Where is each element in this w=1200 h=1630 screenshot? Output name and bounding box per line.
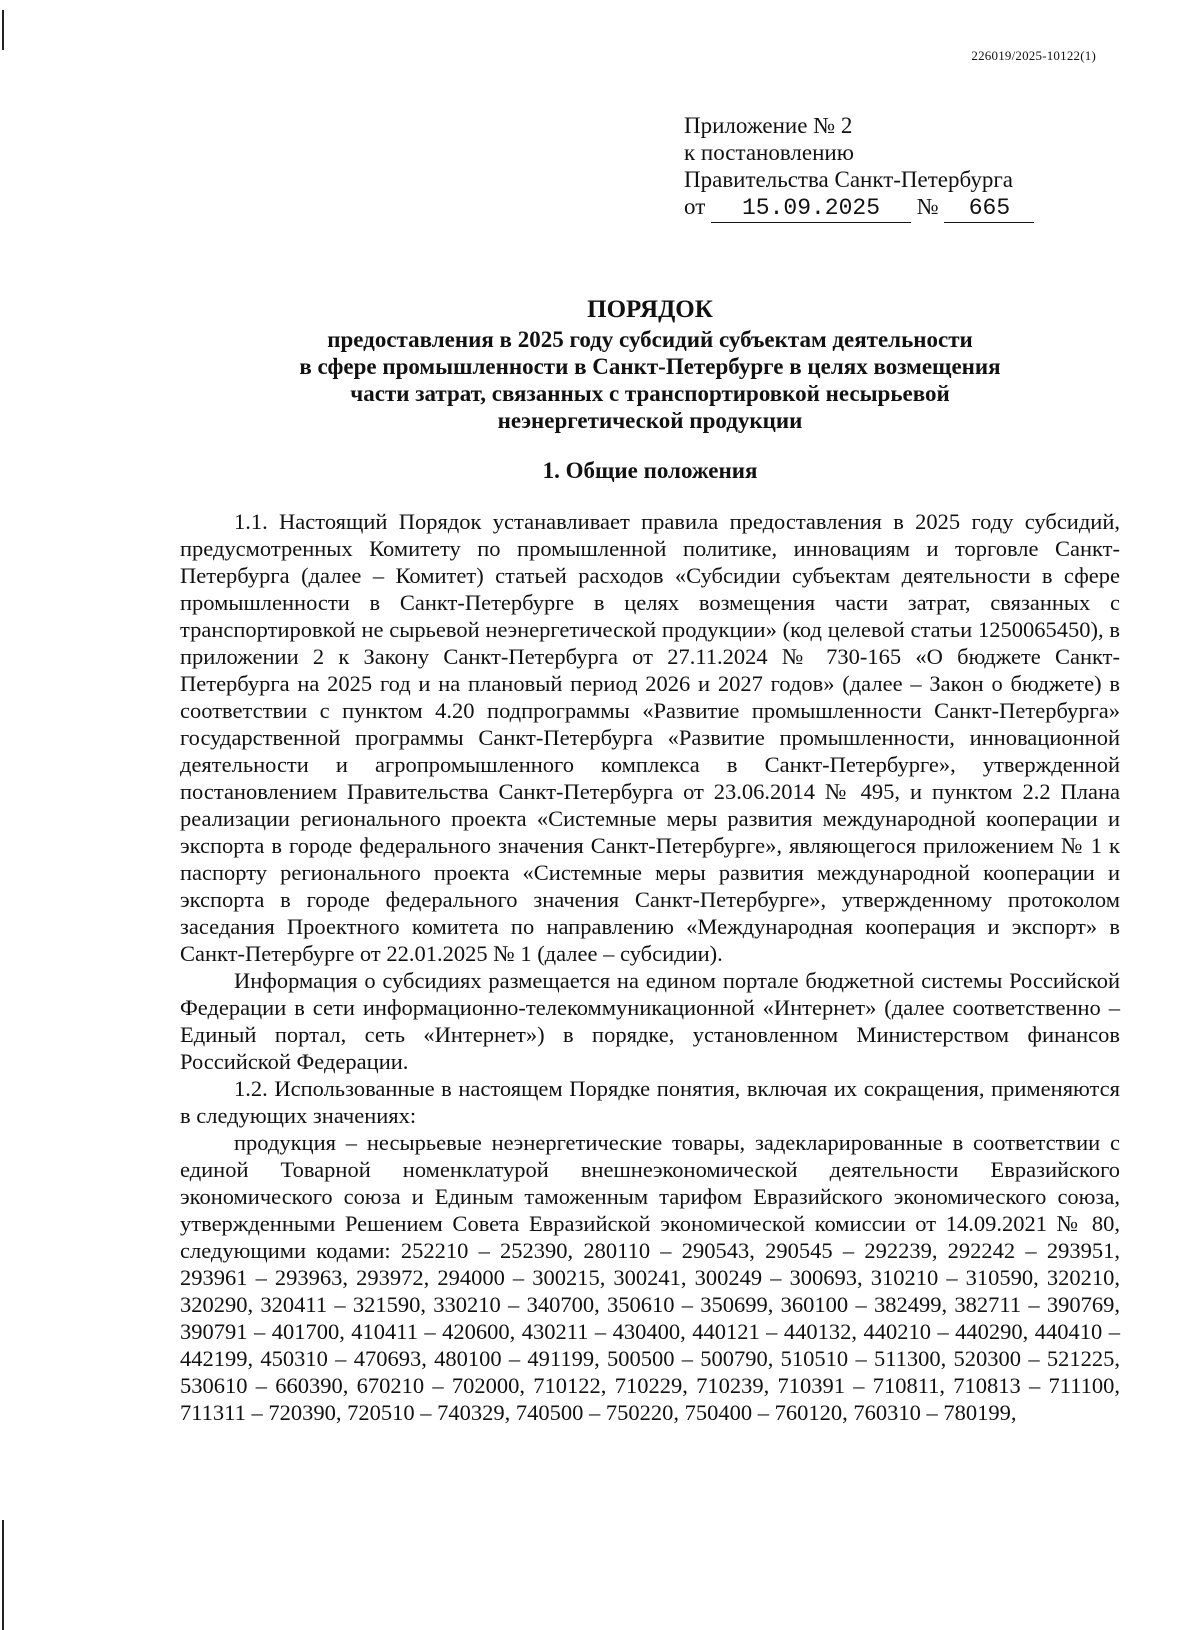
annex-date-line (684, 193, 1034, 223)
annex-line-3: Правительства Санкт-Петербурга (684, 167, 1013, 192)
paragraph: 1.2. Использованные в настоящем Порядке понятия, включая их сокращения, применяются в следующих значениях: (180, 1076, 1120, 1128)
document-body (180, 508, 1120, 1426)
date-prefix: от (684, 194, 706, 219)
scan-edge-top (2, 10, 4, 50)
annex-line-1: Приложение № 2 (684, 113, 853, 138)
document-title (180, 296, 1120, 434)
title-line-3: части затрат, связанных с транспортировкой несырьевой (350, 381, 950, 406)
annex-block (684, 112, 1034, 223)
scan-edge-bottom (2, 1520, 4, 1630)
title-line-1: предоставления в 2025 году субсидий субъектам деятельности (327, 327, 973, 352)
paragraph: Информация о субсидиях размещается на едином портале бюджетной системы Российской Федерации в сети информационно-телекоммуникационной «Интернет» (далее соответственно – Единый портал, сеть «Интернет») в порядке, установленном Министерством финансов Российской Федерации. (180, 968, 1120, 1074)
section-heading: 1. Общие положения (542, 458, 758, 483)
document-id: 226019/2025-10122(1) (971, 48, 1096, 63)
paragraph: 1.1. Настоящий Порядок устанавливает правила предоставления в 2025 году субсидий, предусмотренных Комитету по промышленной политике, инновациям и торговле Санкт-Петербурга (далее – Комитет) статьей расходов «Субсидии субъектам деятельности в сфере промышленности в Санкт-Петербурге в целях возмещения части затрат, связанных с транспортировкой не сырьевой неэнергетической продукции» (код целевой статьи 1250065450), в приложении 2 к Закону Санкт-Петербурга от 27.11.2024 № 730-165 «О бюджете Санкт-Петербурга на 2025 год и на плановый период 2026 и 2027 годов» (далее – Закон о бюджете) в соответствии с пунктом 4.20 подпрограммы «Развитие промышленности Санкт-Петербурга» государственной программы Санкт-Петербурга «Развитие промышленности, инновационной деятельности и агропромышленного комплекса в Санкт-Петербурге», утвержденной постановлением Правительства Санкт-Петербурга от 23.06.2014 № 495, и пунктом 2.2 Плана реализации регионального проекта «Системные меры развития международной кооперации и экспорта в городе федерального значения Санкт-Петербурге», являющегося приложением № 1 к паспорту регионального проекта «Системные меры развития международной кооперации и экспорта в городе федерального значения Санкт-Петербурге», утвержденному протоколом заседания Проектного комитета по направлению «Международная кооперация и экспорт» в Санкт-Петербурге от 22.01.2025 № 1 (далее – субсидии). (180, 509, 1120, 966)
title-heading: ПОРЯДОК (587, 296, 713, 323)
resolution-date: 15.09.2025 (711, 195, 911, 223)
annex-line-2: к постановлению (684, 140, 854, 165)
paragraph: продукция – несырьевые неэнергетические товары, задекларированные в соответствии с единой Товарной номенклатурой внешнеэкономической деятельности Евразийского экономического союза и Единым таможенным тарифом Евразийского экономического союза, утвержденными Решением Совета Евразийской экономической комиссии от 14.09.2021 № 80, следующими кодами: 252210 – 252390, 280110 – 290543, 290545 – 292239, 292242 – 293951, 293961 – 293963, 293972, 294000 – 300215, 300241, 300249 – 300693, 310210 – 310590, 320210, 320290, 320411 – 321590, 330210 – 340700, 350610 – 350699, 360100 – 382499, 382711 – 390769, 390791 – 401700, 410411 – 420600, 430211 – 430400, 440121 – 440132, 440210 – 440290, 440410 – 442199, 450310 – 470693, 480100 – 491199, 500500 – 500790, 510510 – 511300, 520300 – 521225, 530610 – 660390, 670210 – 702000, 710122, 710229, 710239, 710391 – 710811, 710813 – 711100, 711311 – 720390, 720510 – 740329, 740500 – 750220, 750400 – 760120, 760310 – 780199, (180, 1130, 1120, 1425)
title-line-4: неэнергетической продукции (497, 408, 803, 433)
resolution-number: 665 (944, 195, 1034, 223)
title-line-2: в сфере промышленности в Санкт-Петербурге в целях возмещения (299, 354, 1001, 379)
number-prefix: № (916, 194, 939, 219)
